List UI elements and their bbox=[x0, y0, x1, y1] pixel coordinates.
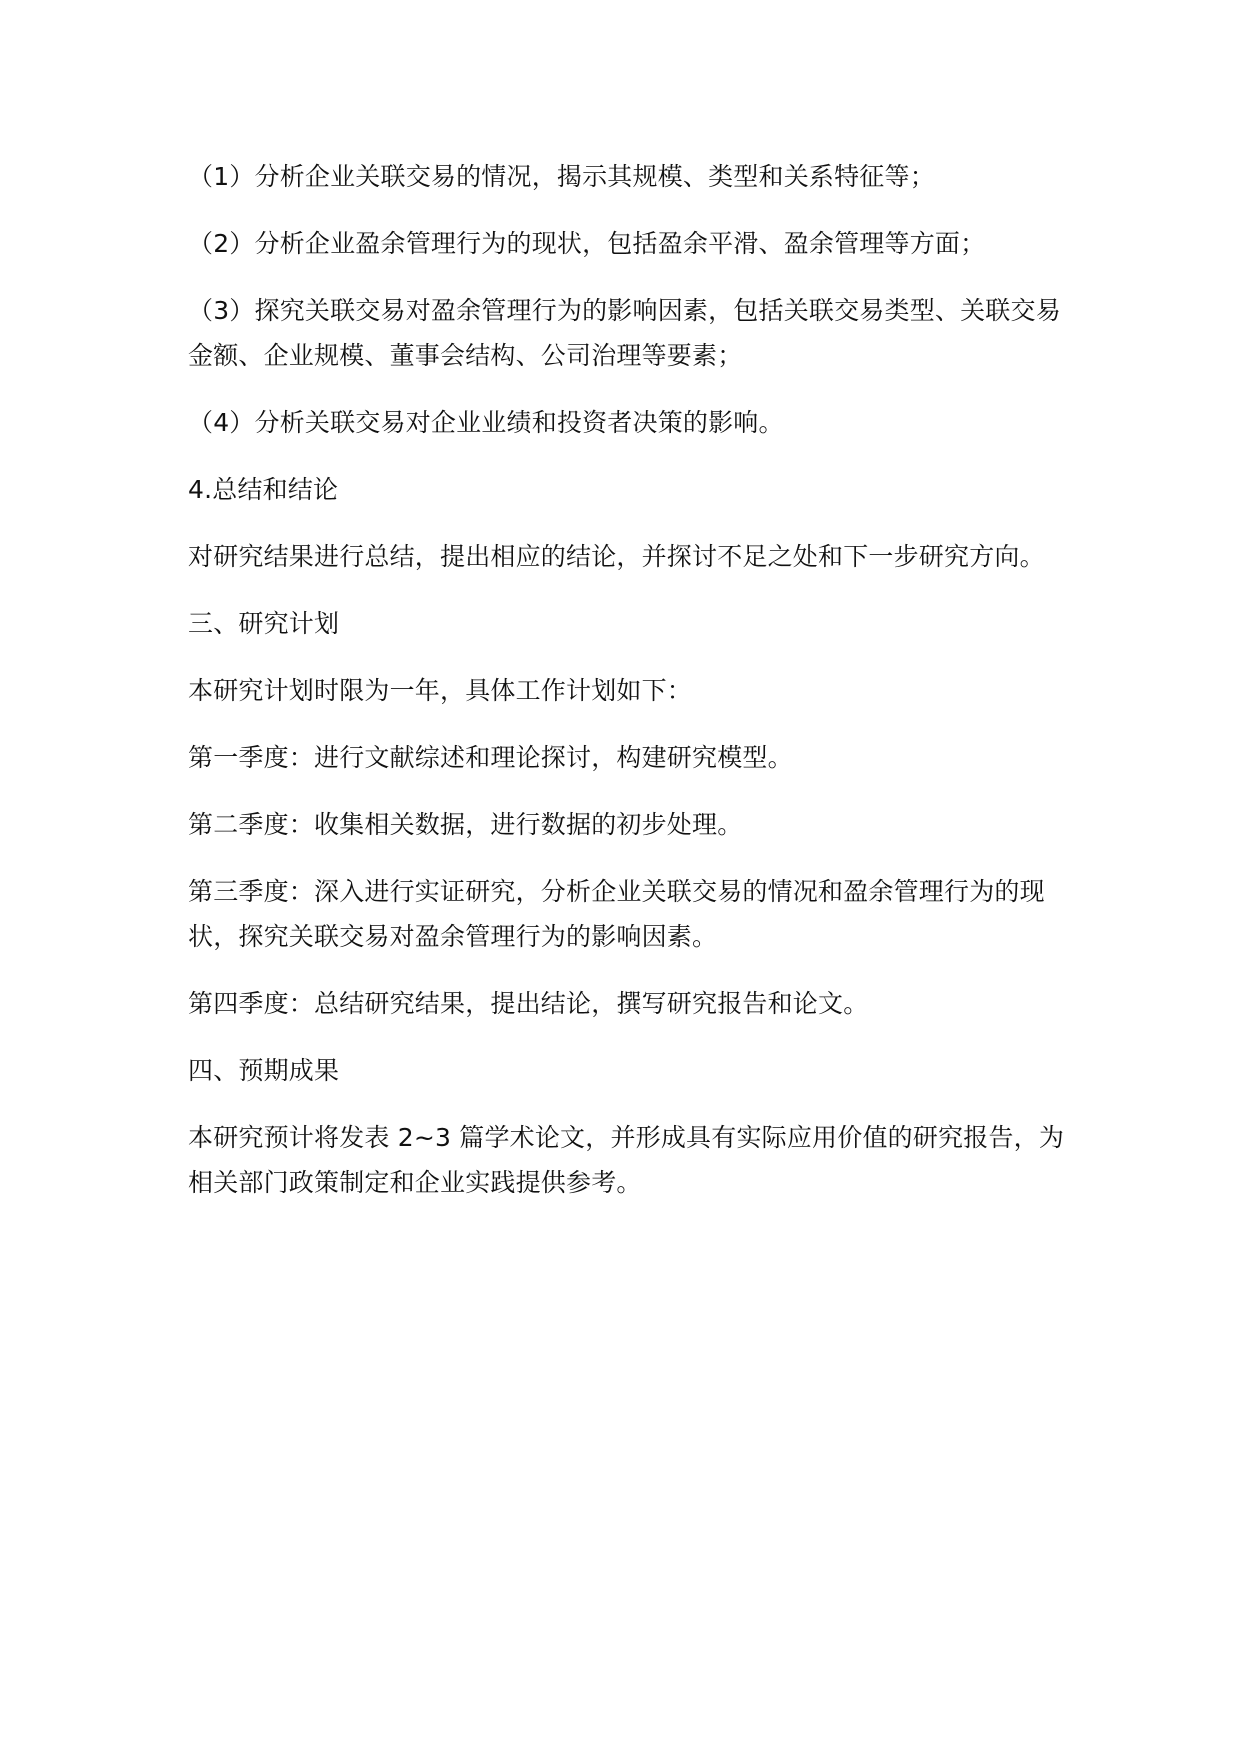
plan-quarter-4: 第四季度：总结研究结果，提出结论，撰写研究报告和论文。 bbox=[188, 989, 869, 1018]
plan-quarter-1: 第一季度：进行文献综述和理论探讨，构建研究模型。 bbox=[188, 743, 793, 772]
document-body bbox=[188, 154, 1068, 1227]
summary-paragraph: 对研究结果进行总结，提出相应的结论，并探讨不足之处和下一步研究方向。 bbox=[188, 542, 1045, 571]
section-heading-summary: 4.总结和结论 bbox=[188, 475, 339, 504]
plan-quarter-2: 第二季度：收集相关数据，进行数据的初步处理。 bbox=[188, 810, 743, 839]
plan-quarter-3: 第三季度：深入进行实证研究，分析企业关联交易的情况和盈余管理行为的现状，探究关联交易对盈余管理行为的影响因素。 bbox=[188, 877, 1045, 951]
list-item-1: （1）分析企业关联交易的情况，揭示其规模、类型和关系特征等； bbox=[188, 162, 935, 191]
section-heading-plan: 三、研究计划 bbox=[188, 609, 340, 638]
plan-intro-paragraph: 本研究计划时限为一年，具体工作计划如下： bbox=[188, 676, 693, 705]
section-heading-results: 四、预期成果 bbox=[188, 1056, 340, 1085]
list-item-2: （2）分析企业盈余管理行为的现状，包括盈余平滑、盈余管理等方面； bbox=[188, 229, 986, 258]
results-paragraph: 本研究预计将发表 2~3 篇学术论文，并形成具有实际应用价值的研究报告，为相关部门政策制定和企业实践提供参考。 bbox=[188, 1123, 1065, 1197]
list-item-3: （3）探究关联交易对盈余管理行为的影响因素，包括关联交易类型、关联交易金额、企业规模、董事会结构、公司治理等要素； bbox=[188, 296, 1061, 370]
list-item-4: （4）分析关联交易对企业业绩和投资者决策的影响。 bbox=[188, 408, 784, 437]
